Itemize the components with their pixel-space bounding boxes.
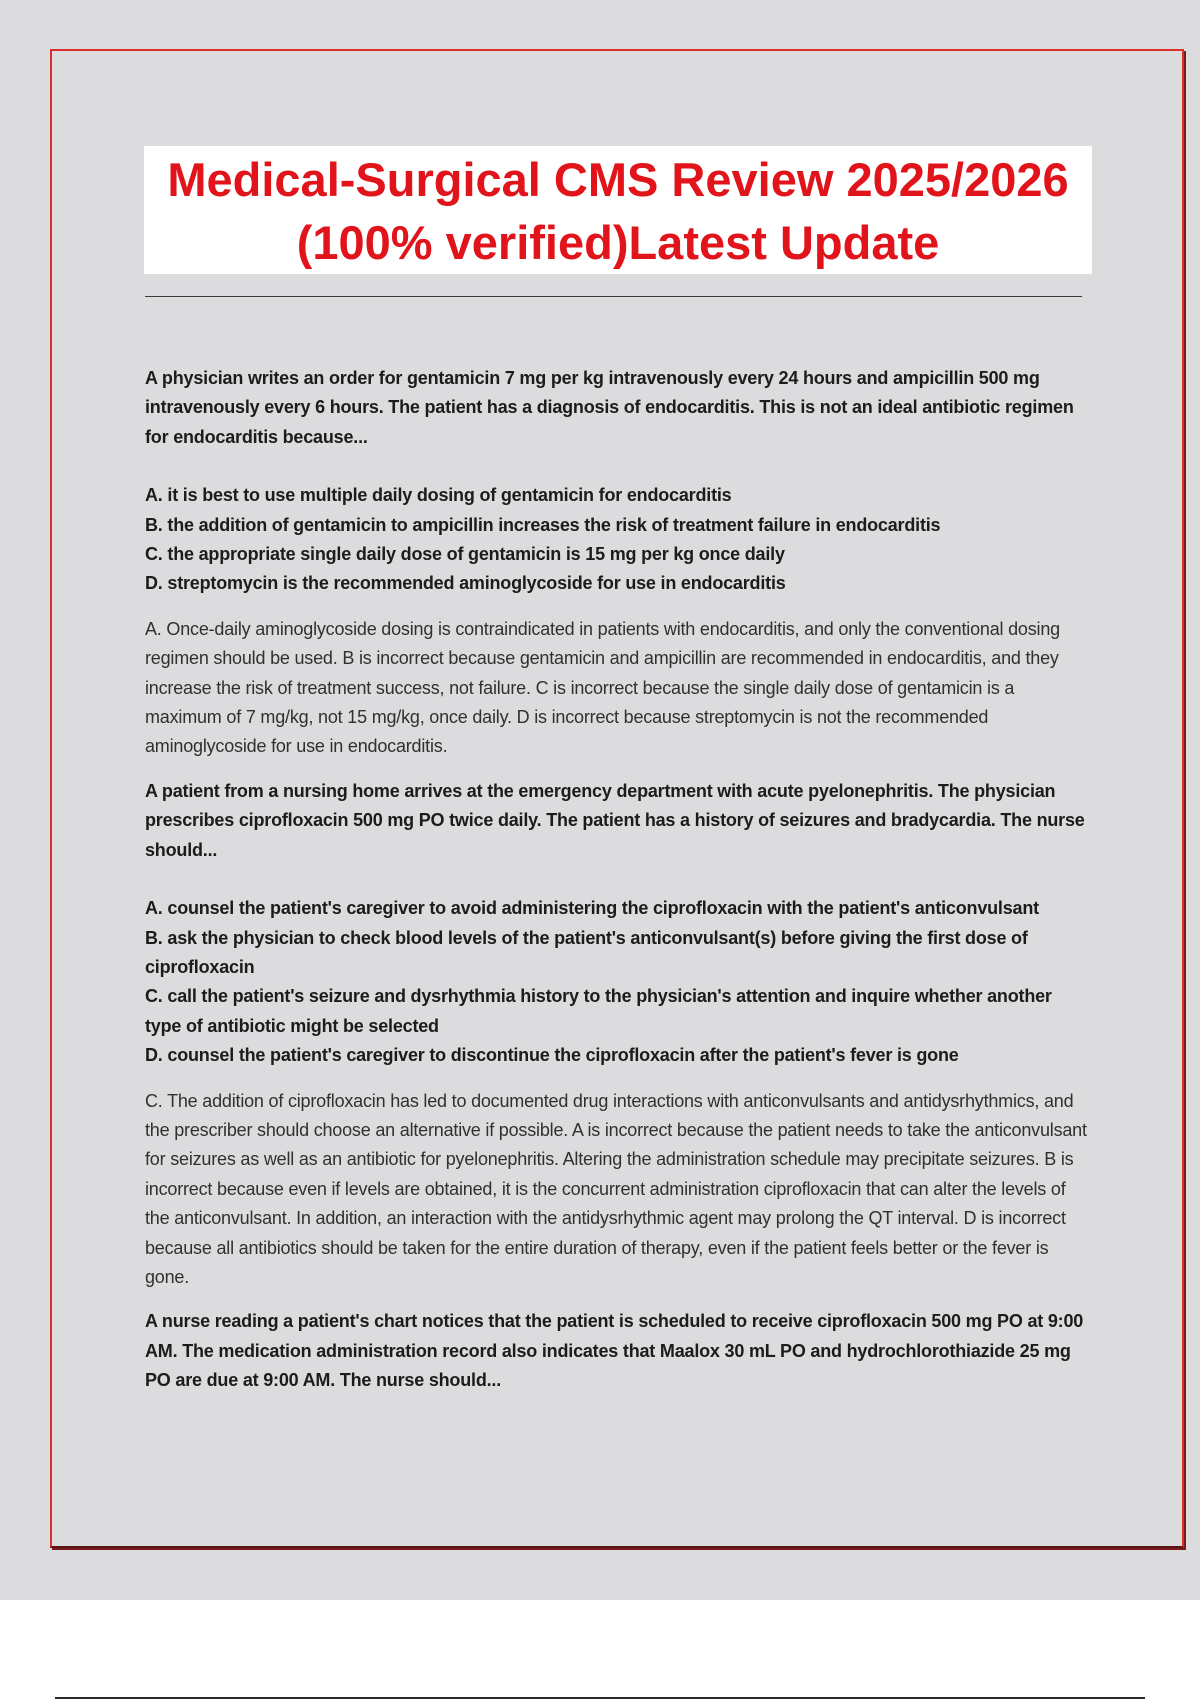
question-2-option-c: C. call the patient's seizure and dysrhythmia history to the physician's attention and inquire whether another type of antibiotic might be selected	[145, 986, 1052, 1036]
question-2-option-d: D. counsel the patient's caregiver to discontinue the ciprofloxacin after the patient's fever is gone	[145, 1045, 959, 1066]
question-1-option-c: C. the appropriate single daily dose of gentamicin is 15 mg per kg once daily	[145, 544, 785, 565]
question-1-option-b: B. the addition of gentamicin to ampicillin increases the risk of treatment failure in endocarditis	[145, 514, 941, 535]
title-divider	[145, 296, 1082, 297]
document-body	[145, 364, 1090, 1396]
document-title	[144, 146, 1092, 274]
question-2-text: A patient from a nursing home arrives at the emergency department with acute pyelonephritis. The physician prescribes ciprofloxacin 500 mg PO twice daily. The patient has a history of seizures and bradycardia. The nurse should...	[145, 780, 1085, 860]
title-line-2: (100% verified)Latest Update	[296, 216, 940, 269]
question-2-option-b: B. ask the physician to check blood levels of the patient's anticonvulsant(s) before giving the first dose of ciprofloxacin	[145, 927, 1028, 977]
question-1-option-d: D. streptomycin is the recommended aminoglycoside for use in endocarditis	[145, 573, 786, 594]
question-1-answer: A. Once-daily aminoglycoside dosing is contraindicated in patients with endocarditis, and only the conventional dosing regimen should be used. B is incorrect because gentamicin and ampicillin are recommended in endocarditis, and they increase the risk of treatment success, not failure. C is incorrect because the single daily dose of gentamicin is a maximum of 7 mg/kg, not 15 mg/kg, once daily. D is incorrect because streptomycin is not the recommended aminoglycoside for use in endocarditis.	[145, 618, 1060, 757]
question-1-option-a: A. it is best to use multiple daily dosing of gentamicin for endocarditis	[145, 485, 732, 506]
next-page-rule	[55, 1697, 1145, 1699]
question-2-option-a: A. counsel the patient's caregiver to avoid administering the ciprofloxacin with the patient's anticonvulsant	[145, 898, 1039, 919]
question-2-options	[145, 894, 1090, 1070]
question-1-text: A physician writes an order for gentamicin 7 mg per kg intravenously every 24 hours and ampicillin 500 mg intravenously every 6 hours. The patient has a diagnosis of endocarditis. This is not an ideal antibiotic regimen for endocarditis because...	[145, 368, 1074, 447]
question-3-text: A nurse reading a patient's chart notices that the patient is scheduled to receive ciprofloxacin 500 mg PO at 9:00 AM. The medication administration record also indicates that Maalox 30 mL PO and hydrochlorothiazide 25 mg PO are due at 9:00 AM. The nurse should...	[145, 1311, 1084, 1391]
question-2-answer: C. The addition of ciprofloxacin has led to documented drug interactions with anticonvulsants and antidysrhythmics, and the prescriber should choose an alternative if possible. A is incorrect because the patient needs to take the anticonvulsant for seizures as well as an antibiotic for pyelonephritis. Altering the administration schedule may precipitate seizures. B is incorrect because even if levels are obtained, it is the concurrent administration ciprofloxacin that can alter the levels of the anticonvulsant. In addition, an interaction with the antidysrhythmic agent may prolong the QT interval. D is incorrect because all antibiotics should be taken for the entire duration of therapy, even if the patient feels better or the fever is gone.	[145, 1090, 1087, 1287]
question-1-options	[145, 481, 1090, 599]
title-line-1: Medical-Surgical CMS Review 2025/2026	[167, 153, 1069, 206]
